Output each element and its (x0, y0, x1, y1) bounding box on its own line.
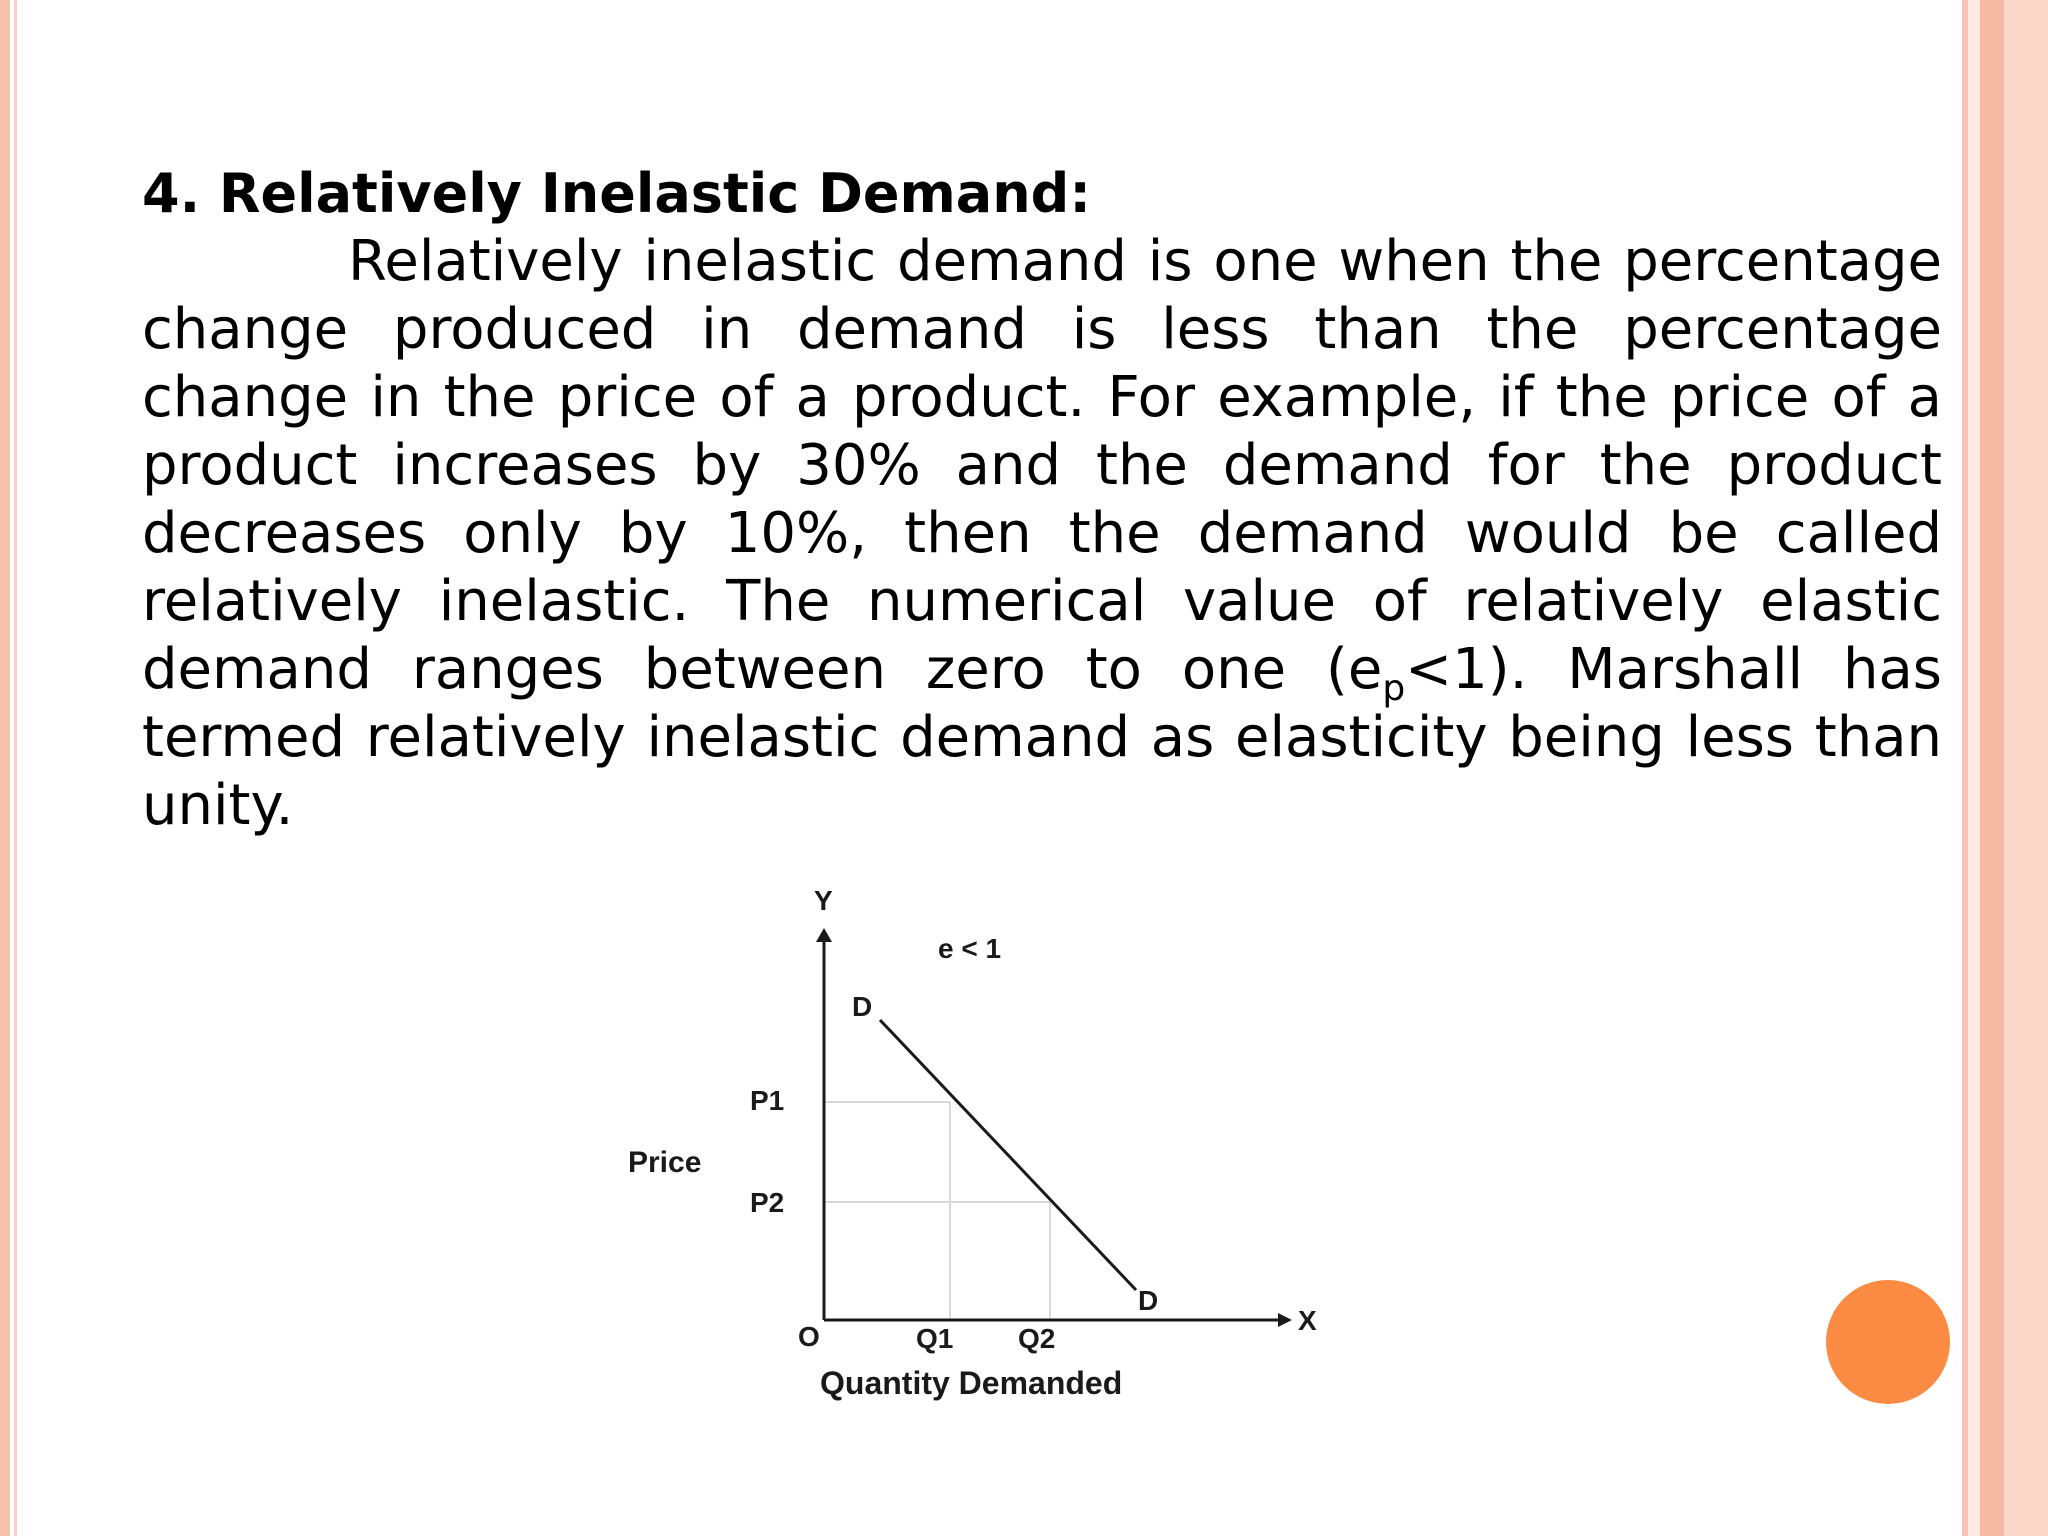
quantity-label-q1: Q1 (916, 1323, 954, 1354)
slide-paragraph (142, 228, 1942, 840)
paragraph-text-2: <1). Marshall has termed relatively inelastic demand as elasticity being less than unity. (142, 637, 1942, 838)
x-axis-letter: X (1298, 1305, 1317, 1336)
curve-label-bottom: D (1138, 1285, 1159, 1316)
quantity-label-q2: Q2 (1018, 1323, 1056, 1354)
decorative-circle (1826, 1280, 1950, 1404)
elasticity-annotation: e < 1 (938, 933, 1002, 964)
x-axis-arrow (1278, 1313, 1292, 1327)
slide-border-left-inner (14, 0, 17, 1536)
slide-content (142, 160, 1942, 840)
slide-heading: 4. Relatively Inelastic Demand: (142, 162, 1091, 225)
y-axis-letter: Y (814, 885, 833, 916)
price-label-p2: P2 (750, 1187, 785, 1218)
paragraph-text-1: Relatively inelastic demand is one when the percentage change produced in demand is less than the percentage change in the price of a product. For example, if the price of a product increases by 30% and the demand for the product decreases only by 10%, then the demand would be called relatively inelastic. The numerical value of relatively elastic demand ranges between zero to one (e (142, 229, 1942, 702)
demand-diagram (590, 880, 1317, 1440)
slide-border-right-dark (1980, 0, 2004, 1536)
y-axis-title: Price (628, 1146, 702, 1179)
price-label-p1: P1 (750, 1085, 785, 1116)
origin-label: O (798, 1321, 820, 1352)
slide-border-right-light (1968, 0, 1980, 1536)
subscript-p: p (1382, 668, 1406, 709)
x-axis-title: Quantity Demanded (820, 1365, 1123, 1401)
demand-curve (880, 1020, 1136, 1290)
slide-border-right-edge (2004, 0, 2048, 1536)
slide-border-left (0, 0, 10, 1536)
curve-label-top: D (852, 991, 873, 1022)
y-axis-arrow (816, 928, 832, 942)
